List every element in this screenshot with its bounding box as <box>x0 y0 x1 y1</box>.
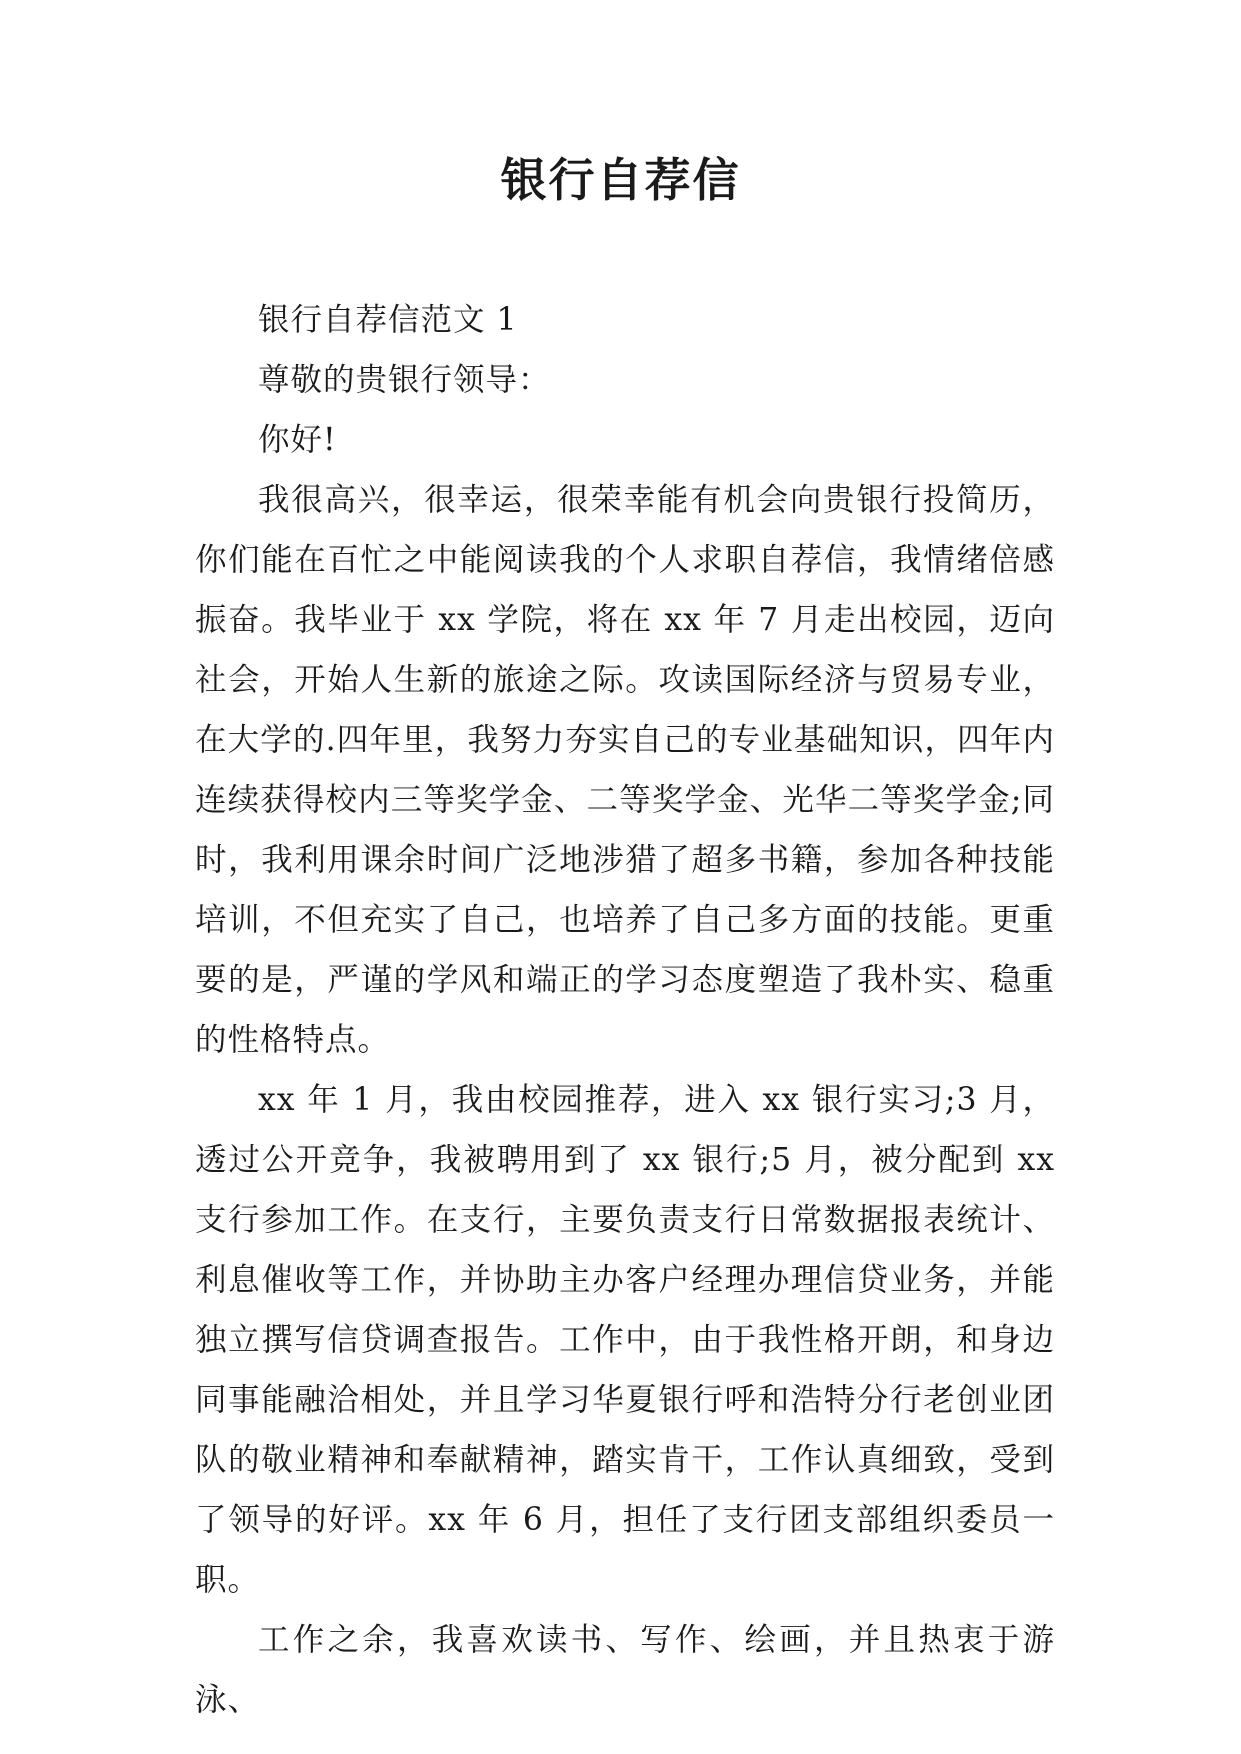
body-paragraph: 我很高兴，很幸运，很荣幸能有机会向贵银行投简历，你们能在百忙之中能阅读我的个人求职自荐信，我情绪倍感振奋。我毕业于 xx 学院，将在 xx 年 7 月走出校园，迈向社会，开始人生新的旅途之际。攻读国际经济与贸易专业，在大学的.四年里，我努力夯实自己的专业基础知识，四年内连续获得校内三等奖学金、二等奖学金、光华二等奖学金;同时，我利用课余时间广泛地涉猎了超多书籍，参加各种技能培训，不但充实了自己，也培养了自己多方面的技能。更重要的是，严谨的学风和端正的学习态度塑造了我朴实、稳重的性格特点。 <box>195 482 1055 1058</box>
letter-greeting: 你好! <box>258 422 337 458</box>
document-body <box>195 290 1055 1730</box>
letter-subtitle: 银行自荐信范文 1 <box>258 302 518 338</box>
letter-salutation: 尊敬的贵银行领导： <box>258 362 551 398</box>
document-title: 银行自荐信 <box>500 153 741 207</box>
body-paragraph: 工作之余，我喜欢读书、写作、绘画，并且热衷于游泳、 <box>195 1622 1055 1718</box>
body-paragraph: xx 年 1 月，我由校园推荐，进入 xx 银行实习;3 月，透过公开竞争，我被聘用到了 xx 银行;5 月，被分配到 xx 支行参加工作。在支行，主要负责支行日常数据报表统计、利息催收等工作，并协助主办客户经理办理信贷业务，并能独立撰写信贷调查报告。工作中，由于我性格开朗，和身边同事能融洽相处，并且学习华夏银行呼和浩特分行老创业团队的敬业精神和奉献精神，踏实肯干，工作认真细致，受到了领导的好评。xx 年 6 月，担任了支行团支部组织委员一职。 <box>195 1082 1055 1598</box>
